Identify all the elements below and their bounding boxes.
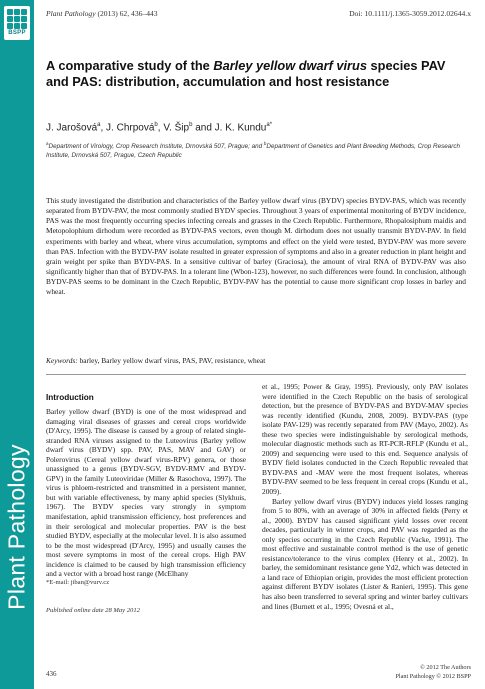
corresponding-email[interactable]: *E-mail: jiban@vurv.cz: [46, 579, 110, 586]
keywords: [46, 356, 466, 365]
page-number: 436: [46, 670, 57, 678]
author-list: J. Jarošová$^a$, J. Chrpová$^b$, V. Šip$^b$ and J. K. Kundu$^{a*}$: [46, 122, 273, 134]
body-column-left: [46, 407, 246, 579]
published-date: Published online date 28 May 2012: [46, 607, 140, 614]
affiliation-b: Department of Genetics and Plant Breeding Methods, Crop Research Institute, Drnovská 507, Prague, Czech Republic: [46, 143, 460, 159]
section-heading-introduction: Introduction: [46, 393, 94, 402]
body-column-right: [262, 382, 468, 611]
journal-name: Plant Pathology: [46, 9, 96, 18]
copyright-line-1: © 2012 The Authors: [420, 664, 471, 671]
copyright: [395, 664, 471, 681]
intro-paragraph-2: Barley yellow dwarf virus (BYDV) induces yield losses ranging from 5 to 80%, with an average of 30% in affected fields (Perry et al., 2000). BYDV has caused significant yield losses over recent decades, particularly in winter crops, and PAV was regarded as the only species occurring in the Czech Republic (Vacke, 1991). The most effective and sustainable control method is the use of genetic resistance/tolerance to the virus complex (Henry et al., 2002). In barley, the semidominant resistance gene Yd2, which was detected in a land race of Ethiopian origin, provides the most efficient protection against different BYDV isolates (Lister & Ranieri, 1995). This gene has also been transferred to several spring and winter barley cultivars and lines (Burnett et al., 1995; Ovesná et al.,: [262, 496, 468, 611]
affiliations: $^a$Department of Virology, Crop Research Institute, Drnovská 507, Prague; and $^b$Department of Genetics and Plant Breeding Methods, Crop Research Institute, Drnovská 507, Prague, Czech Republic: [46, 141, 460, 159]
journal-citation: [46, 9, 158, 18]
journal-volume: (2013) 62, 436–443: [97, 9, 158, 18]
logo-grid-icon: [7, 9, 27, 29]
section-divider: [46, 374, 466, 375]
keywords-label: Keywords:: [46, 356, 78, 365]
intro-paragraph-continued: et al., 1995; Power & Gray, 1995). Previously, only PAV isolates were identified in the Czech Republic on the basis of serological detection, but the presence of BYDV-PAS and BYDV-MAV species was recently identified (Kundu, 2008, 2009). BYDV-PAS (type isolate PAV-129) was recently separated from PAV (Mayo, 2002). As these two species were indistinguishable by serological methods, molecular diagnostic methods such as RT-PCR-RFLP (Kundu et al., 2009) and sequencing were used to this end. Sequence analysis of BYDV field isolates conducted in the Czech Republic revealed that BYDV-PAS and -MAV were the most frequent isolates, whereas BYDV-PAV seemed to be less frequent in cereal crops (Kundu et al., 2009).: [262, 382, 468, 497]
author: J. Jarošová: [46, 122, 98, 134]
bspp-logo: [4, 6, 30, 40]
logo-text: BSPP: [8, 30, 26, 36]
title-virus-name: Barley yellow dwarf virus: [213, 58, 367, 73]
sidebar-journal-name-text: Plant Pathology: [3, 444, 30, 610]
author: J. K. Kundu: [214, 122, 267, 134]
journal-sidebar: [0, 0, 34, 689]
intro-paragraph-1: Barley yellow dwarf (BYD) is one of the most widespread and damaging viral diseases of grasses and cereal crops worldwide (D'Arcy, 1995). The disease is caused by a group of related single-stranded RNA viruses assigned to the Luteovirus (Barley yellow dwarf virus (BYDV) spp. PAV, PAS, MAV and GAV) or Polerovirus (Cereal yellow dwarf virus-RPV) genera, or those unassigned to a genus (BYDV-SGV, BYDV-RMV and BYDV-GPV) in the family Luteoviridae (Miller & Rasochova, 1997). The virus is phloem-restricted and transmitted in a persistent manner, but with variable effectiveness, by many aphid species (Slykhuis, 1967). The BYDV species vary strongly in symptom manifestation, aphid transmission efficiency, host preferences and in their serological and molecular properties. PAV is the best studied BYDV, especially at the molecular level. It is also assumed to be the most widespread (D'Arcy, 1995) and usually causes the most severe symptoms in most of the cereal crops. High PAV incidence is claimed to be caused by high transmission efficiency and a vector with a broad host range (McElhany: [46, 407, 246, 579]
copyright-line-2: Plant Pathology © 2012 BSPP: [395, 672, 471, 680]
doi[interactable]: Doi: 10.1111/j.1365-3059.2012.02644.x: [349, 9, 471, 18]
article-title: A comparative study of the Barley yellow dwarf virus species PAV and PAS: distribution, accumulation and host resistance: [46, 58, 446, 89]
abstract: This study investigated the distribution and characteristics of the Barley yellow dwarf virus (BYDV) species BYDV-PAS, which was recently separated from BYDV-PAV, the most commonly studied BYDV species. Throughout 3 years of experimental monitoring of BYDV incidence, PAS was the most frequently occurring species infecting cereals and grasses in the Czech Republic. Furthermore, Rhopalosiphum maidis and Metopolophium dirhodum were recorded as BYDV-PAS vectors, even though M. dirhodum does not usually transmit BYDV-PAV. In field experiments with barley and wheat, where virus accumulation, symptoms and effect on the yield were tested, BYDV-PAV was more severe than PAS. Infection with the BYDV-PAV isolate resulted in greater expression of symptoms and also in a greater reduction in plant height and grain weight per spike than BYDV-PAS. In a sensitive cultivar of barley (Graciosa), the amount of viral RNA of BYDV-PAV was also significantly higher than that of BYDV-PAS. In a tolerant line (Wbon-123), however, no such differences were found. In conclusion, although BYDV-PAS seems to be dominant in the Czech Republic, BYDV-PAV has the potential to cause more significant crop losses in barley and wheat.: [46, 196, 466, 297]
author: V. Šip: [163, 122, 190, 134]
keywords-text: barley, Barley yellow dwarf virus, PAS, PAV, resistance, wheat: [77, 356, 266, 365]
affiliation-a: Department of Virology, Crop Research Institute, Drnovská 507, Prague; and: [48, 143, 264, 151]
author: J. Chrpová: [106, 122, 155, 134]
sidebar-journal-name: [4, 427, 30, 627]
